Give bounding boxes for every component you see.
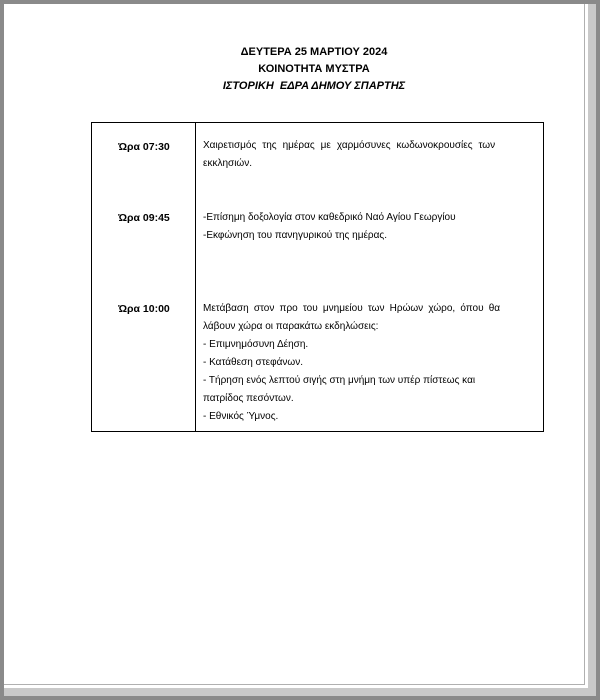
header-location: ΙΣΤΟΡΙΚΗ ΕΔΡΑ ΔΗΜΟΥ ΣΠΑΡΤΗΣ — [222, 80, 406, 92]
desc-line: - Εθνικός Ύμνος. — [203, 411, 279, 422]
header-community: ΚΟΙΝΟΤΗΤΑ ΜΥΣΤΡΑ — [258, 63, 370, 75]
column-divider — [195, 123, 196, 431]
schedule-time-1000: Ώρα 10:00 — [118, 303, 170, 315]
document-page — [4, 4, 585, 685]
frame-shadow-bottom — [4, 688, 596, 696]
schedule-desc-1000 — [203, 300, 528, 426]
desc-line: λάβουν χώρα οι παρακάτω εκδηλώσεις: — [203, 321, 379, 332]
document-header — [4, 44, 600, 95]
desc-line: Μετάβαση στον προ του μνημείου των Ηρώων χώρο, όπου θα — [203, 303, 501, 314]
schedule-time-0730: Ώρα 07:30 — [118, 141, 170, 153]
desc-line: -Επίσημη δοξολογία στον καθεδρικό Ναό Αγίου Γεωργίου — [203, 212, 456, 223]
schedule-table — [91, 122, 544, 432]
frame-shadow-right — [588, 4, 596, 696]
desc-line: Χαιρετισμός της ημέρας με χαρμόσυνες κωδωνοκρουσίες των — [203, 140, 496, 151]
desc-line: εκκλησιών. — [203, 158, 252, 169]
schedule-time-0945: Ώρα 09:45 — [118, 212, 170, 224]
header-date: ΔΕΥΤΕΡΑ 25 ΜΑΡΤΙΟΥ 2024 — [240, 46, 388, 58]
desc-line: - Κατάθεση στεφάνων. — [203, 357, 303, 368]
desc-line: - Τήρηση ενός λεπτού σιγής στη μνήμη των υπέρ πίστεως και — [203, 375, 476, 386]
schedule-desc-0945 — [203, 209, 528, 245]
schedule-desc-0730 — [203, 137, 528, 173]
desc-line: -Εκφώνηση του πανηγυρικού της ημέρας. — [203, 230, 387, 241]
desc-line: - Επιμνημόσυνη Δέηση. — [203, 339, 309, 350]
desc-line: πατρίδος πεσόντων. — [203, 393, 294, 404]
